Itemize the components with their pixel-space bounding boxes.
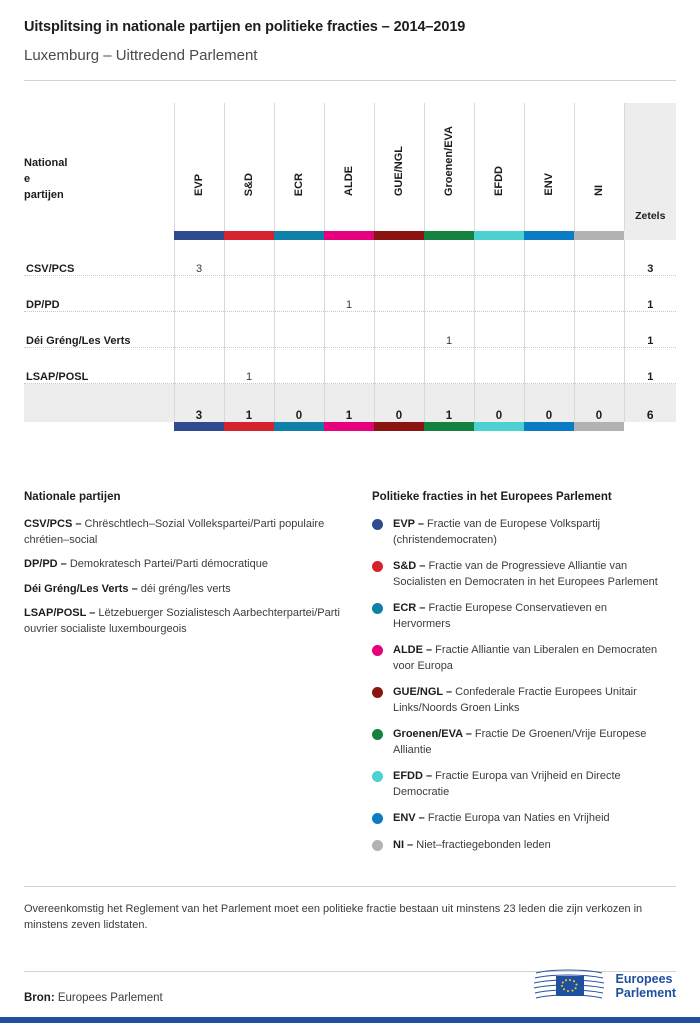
row-total: 1 bbox=[624, 276, 676, 312]
group-abbr: ENV – bbox=[393, 812, 425, 824]
footbar-guengl bbox=[374, 422, 424, 431]
group-header-efdd bbox=[474, 103, 524, 231]
color-dot-icon bbox=[372, 771, 383, 782]
group-code-alde: ALDE bbox=[343, 166, 355, 196]
cell-groenen-eva: 1 bbox=[424, 312, 474, 348]
group-name: Fractie Europa van Naties en Vrijheid bbox=[424, 812, 610, 824]
row-party-name: LSAP/POSL bbox=[24, 348, 174, 384]
legend-political-groups bbox=[372, 491, 676, 864]
group-code-efdd: EFDD bbox=[493, 166, 505, 196]
row-party-name: CSV/PCS bbox=[24, 240, 174, 276]
group-code-ni: NI bbox=[593, 185, 605, 196]
cell-guengl bbox=[374, 240, 424, 276]
footbar-evp bbox=[174, 422, 224, 431]
list-item bbox=[24, 517, 344, 548]
group-abbr: EVP – bbox=[393, 518, 424, 530]
total-alde: 1 bbox=[324, 384, 374, 423]
ep-flag-icon bbox=[532, 967, 608, 1005]
cell-ecr bbox=[274, 276, 324, 312]
group-abbr: ALDE – bbox=[393, 644, 433, 656]
group-header-evp bbox=[174, 103, 224, 231]
legend bbox=[24, 491, 676, 864]
total-column-header bbox=[624, 103, 676, 231]
cell-env bbox=[524, 312, 574, 348]
color-dot-icon bbox=[372, 729, 383, 740]
cell-alde: 1 bbox=[324, 276, 374, 312]
table-totals-row bbox=[24, 384, 676, 423]
list-item bbox=[24, 582, 344, 598]
national-party-name: Demokratesch Partei/Parti démocratique bbox=[66, 558, 268, 570]
list-item bbox=[372, 559, 676, 590]
group-code-evp: EVP bbox=[193, 173, 205, 196]
cell-guengl bbox=[374, 276, 424, 312]
bottom-accent-bar bbox=[0, 1017, 700, 1023]
color-dot-icon bbox=[372, 687, 383, 698]
list-item bbox=[372, 685, 676, 716]
group-header-groenen-eva bbox=[424, 103, 474, 231]
national-party-name: Chrëschtlech–Sozial Vollekspartei/Parti populaire chrétien–social bbox=[24, 518, 325, 546]
colorbar-alde bbox=[324, 231, 374, 240]
legend-groups-title: Politieke fracties in het Europees Parlement bbox=[372, 491, 612, 503]
row-total: 1 bbox=[624, 312, 676, 348]
footbar-alde bbox=[324, 422, 374, 431]
cell-efdd bbox=[474, 240, 524, 276]
total-efdd: 0 bbox=[474, 384, 524, 423]
footnote-text: Overeenkomstig het Reglement van het Parlement moet een politieke fractie bestaan uit minstens 23 leden die zijn verkozen in minstens zeven lidstaten. bbox=[24, 903, 643, 931]
footbar-ecr bbox=[274, 422, 324, 431]
list-item bbox=[372, 811, 676, 827]
cell-efdd bbox=[474, 276, 524, 312]
totals-label bbox=[24, 384, 174, 423]
footbar-efdd bbox=[474, 422, 524, 431]
group-header-guengl bbox=[374, 103, 424, 231]
party-column-header bbox=[24, 103, 174, 231]
cell-evp bbox=[174, 312, 224, 348]
cell-alde bbox=[324, 348, 374, 384]
group-abbr: S&D – bbox=[393, 560, 426, 572]
header-divider bbox=[24, 80, 676, 81]
cell-ecr bbox=[274, 348, 324, 384]
cell-groenen-eva bbox=[424, 240, 474, 276]
group-header-ecr bbox=[274, 103, 324, 231]
national-party-name: Lëtzebuerger Sozialistesch Aarbechterpartei/Parti ouvrier socialiste luxembourgeois bbox=[24, 607, 340, 635]
party-header-line-2: e bbox=[24, 173, 31, 185]
colorbar-env bbox=[524, 231, 574, 240]
color-dot-icon bbox=[372, 519, 383, 530]
row-total: 3 bbox=[624, 240, 676, 276]
seats-table bbox=[24, 103, 676, 431]
total-ecr: 0 bbox=[274, 384, 324, 423]
cell-evp: 3 bbox=[174, 240, 224, 276]
total-guengl: 0 bbox=[374, 384, 424, 423]
total-env: 0 bbox=[524, 384, 574, 423]
national-party-abbr: Déi Gréng/Les Verts – bbox=[24, 582, 138, 595]
table-row bbox=[24, 276, 676, 312]
cell-guengl bbox=[374, 312, 424, 348]
colorbar-ni bbox=[574, 231, 624, 240]
group-name: Confederale Fractie Europees Unitair Links/Noords Groen Links bbox=[393, 686, 637, 714]
row-party-name: Déi Gréng/Les Verts bbox=[24, 312, 174, 348]
list-item bbox=[372, 601, 676, 632]
color-dot-icon bbox=[372, 645, 383, 656]
colorbar-evp bbox=[174, 231, 224, 240]
cell-env bbox=[524, 348, 574, 384]
group-abbr: ECR – bbox=[393, 602, 426, 614]
colorbar-spacer bbox=[24, 231, 174, 240]
total-sd: 1 bbox=[224, 384, 274, 423]
source-label: Bron: bbox=[24, 992, 55, 1004]
cell-efdd bbox=[474, 348, 524, 384]
group-name: Fractie Alliantie van Liberalen en Democraten voor Europa bbox=[393, 644, 658, 672]
grand-total: 6 bbox=[624, 384, 676, 423]
row-total: 1 bbox=[624, 348, 676, 384]
cell-evp bbox=[174, 348, 224, 384]
color-dot-icon bbox=[372, 840, 383, 851]
total-evp: 3 bbox=[174, 384, 224, 423]
group-name: Fractie van de Progressieve Alliantie van Socialisten en Democraten in het Europees Parlement bbox=[393, 560, 658, 588]
group-abbr: Groenen/EVA – bbox=[393, 728, 472, 740]
cell-sd bbox=[224, 240, 274, 276]
legend-national-parties bbox=[24, 491, 372, 864]
footbar-ni bbox=[574, 422, 624, 431]
colorbar-efdd bbox=[474, 231, 524, 240]
cell-env bbox=[524, 276, 574, 312]
cell-sd bbox=[224, 312, 274, 348]
footbar-sd bbox=[224, 422, 274, 431]
cell-groenen-eva bbox=[424, 276, 474, 312]
cell-guengl bbox=[374, 348, 424, 384]
footbar-spacer bbox=[24, 422, 174, 431]
group-code-env: ENV bbox=[543, 173, 555, 196]
legend-national-title: Nationale partijen bbox=[24, 491, 121, 503]
ep-logo-line-1: Europees bbox=[615, 972, 673, 986]
cell-efdd bbox=[474, 312, 524, 348]
ep-logo-text bbox=[616, 972, 676, 1000]
row-party-name: DP/PD bbox=[24, 276, 174, 312]
page-subtitle: Luxemburg – Uittredend Parlement bbox=[24, 47, 258, 64]
table-header-row bbox=[24, 103, 676, 231]
cell-ni bbox=[574, 240, 624, 276]
cell-ecr bbox=[274, 240, 324, 276]
page-title: Uitsplitsing in nationale partijen en politieke fracties – 2014–2019 bbox=[24, 19, 466, 35]
list-item bbox=[24, 557, 344, 573]
seats-table-wrapper bbox=[24, 103, 676, 431]
list-item bbox=[372, 769, 676, 800]
cell-ni bbox=[574, 348, 624, 384]
group-code-sd: S&D bbox=[243, 172, 255, 196]
cell-evp bbox=[174, 276, 224, 312]
group-name: Niet–fractiegebonden leden bbox=[413, 838, 551, 851]
party-header-line-3: partijen bbox=[24, 189, 64, 201]
group-code-guengl: GUE/NGL bbox=[393, 145, 405, 196]
list-item bbox=[372, 643, 676, 674]
group-code-ecr: ECR bbox=[293, 172, 305, 196]
group-header-alde bbox=[324, 103, 374, 231]
group-name: Fractie van de Europese Volkspartij (christendemocraten) bbox=[393, 518, 601, 546]
table-row bbox=[24, 312, 676, 348]
ep-logo bbox=[532, 967, 676, 1005]
cell-ni bbox=[574, 276, 624, 312]
list-item bbox=[372, 838, 676, 854]
total-header-label: Zetels bbox=[635, 210, 666, 222]
colorbar-ecr bbox=[274, 231, 324, 240]
list-item bbox=[372, 517, 676, 548]
cell-env bbox=[524, 240, 574, 276]
color-dot-icon bbox=[372, 813, 383, 824]
group-colorbar-row bbox=[24, 231, 676, 240]
footbar-total bbox=[624, 422, 676, 431]
group-header-env bbox=[524, 103, 574, 231]
national-party-name: déi gréng/les verts bbox=[137, 582, 231, 595]
group-name: Fractie Europese Conservatieven en Hervormers bbox=[393, 602, 608, 630]
list-item bbox=[372, 727, 676, 758]
group-abbr: EFDD – bbox=[393, 770, 433, 782]
cell-groenen-eva bbox=[424, 348, 474, 384]
cell-ecr bbox=[274, 312, 324, 348]
national-party-abbr: LSAP/POSL – bbox=[24, 607, 96, 619]
footbar-env bbox=[524, 422, 574, 431]
group-name: Fractie Europa van Vrijheid en Directe Democratie bbox=[393, 770, 621, 798]
cell-sd bbox=[224, 276, 274, 312]
color-dot-icon bbox=[372, 603, 383, 614]
table-row bbox=[24, 240, 676, 276]
ep-logo-line-2: Parlement bbox=[615, 986, 676, 1000]
cell-sd: 1 bbox=[224, 348, 274, 384]
national-party-abbr: DP/PD – bbox=[24, 558, 67, 570]
footbar-groenen-eva bbox=[424, 422, 474, 431]
source-value: Europees Parlement bbox=[54, 992, 163, 1004]
group-code-groenen-eva: Groenen/EVA bbox=[443, 125, 455, 196]
colorbar-total bbox=[624, 231, 676, 240]
cell-ni bbox=[574, 312, 624, 348]
table-row bbox=[24, 348, 676, 384]
list-item bbox=[24, 606, 344, 637]
total-ni: 0 bbox=[574, 384, 624, 423]
group-name: Fractie De Groenen/Vrije Europese Alliantie bbox=[393, 728, 647, 756]
color-dot-icon bbox=[372, 561, 383, 572]
group-header-sd bbox=[224, 103, 274, 231]
group-footbar-row bbox=[24, 422, 676, 431]
group-header-ni bbox=[574, 103, 624, 231]
group-abbr: NI – bbox=[393, 838, 414, 851]
party-header-line-1: National bbox=[24, 157, 68, 169]
cell-alde bbox=[324, 240, 374, 276]
national-party-abbr: CSV/PCS – bbox=[24, 518, 82, 530]
total-groenen-eva: 1 bbox=[424, 384, 474, 423]
colorbar-guengl bbox=[374, 231, 424, 240]
cell-alde bbox=[324, 312, 374, 348]
colorbar-sd bbox=[224, 231, 274, 240]
group-abbr: GUE/NGL – bbox=[393, 686, 453, 698]
colorbar-groenen-eva bbox=[424, 231, 474, 240]
